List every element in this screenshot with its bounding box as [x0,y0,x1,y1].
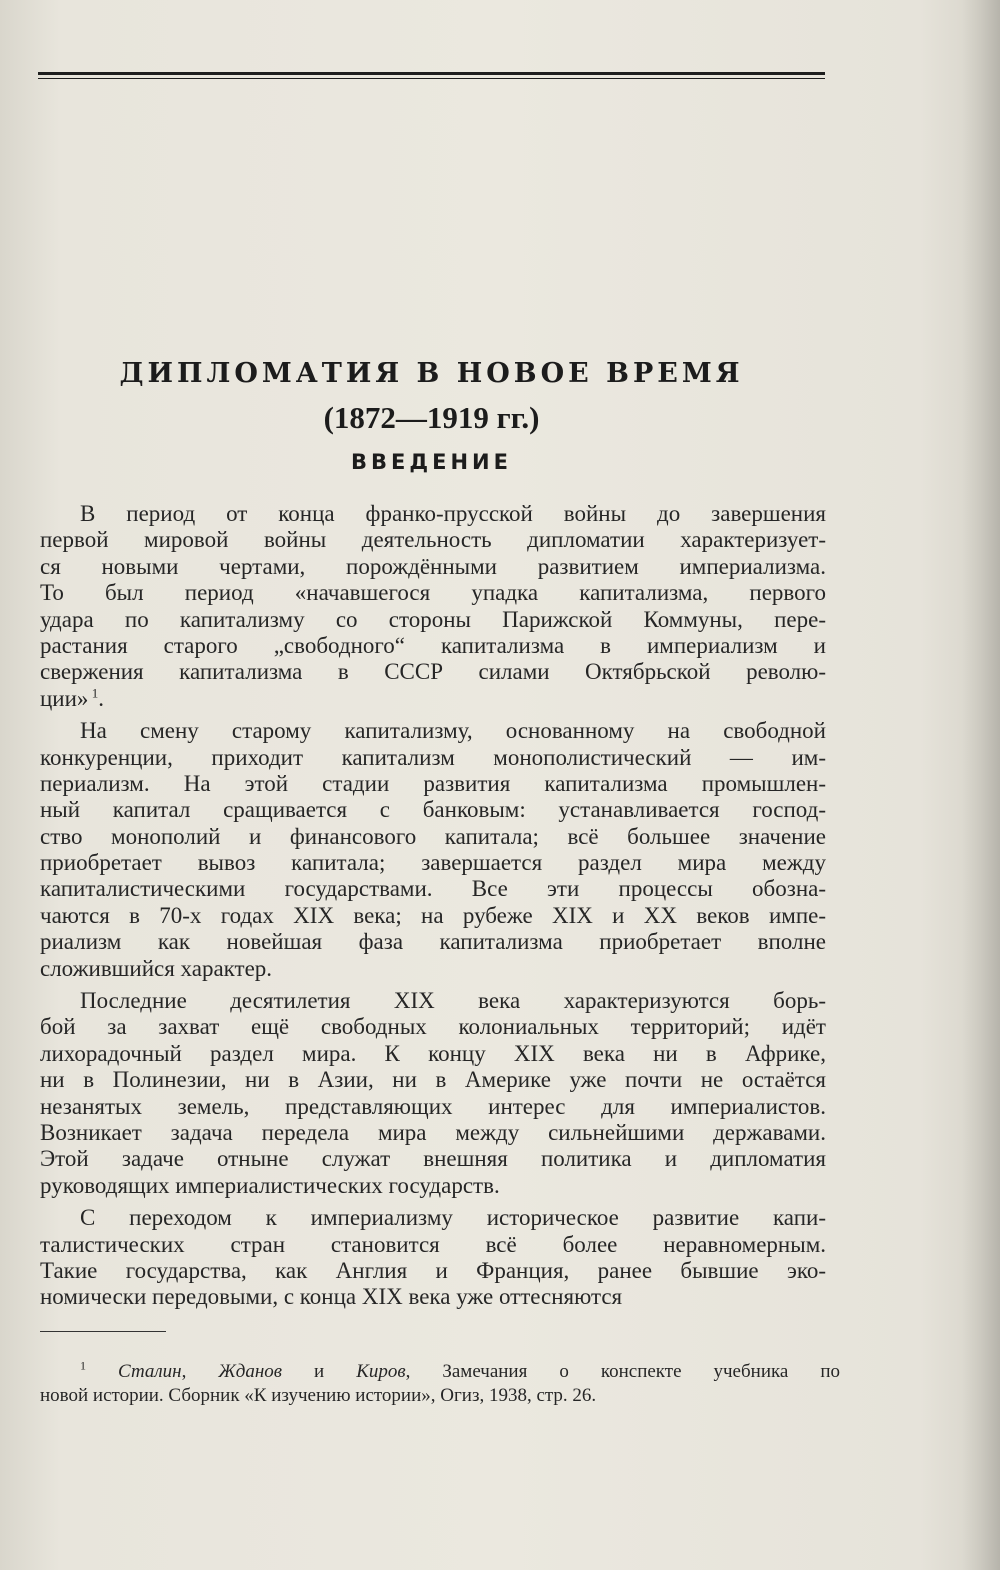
text-line: первой мировой войны деятельность дипломатии характеризует- [40,527,826,553]
header-rule [38,72,825,79]
text-line: талистических стран становится всё более неравномерным. [40,1231,826,1257]
text-line: На смену старому капитализму, основанному на свободной [80,718,826,744]
text-line: ся новыми чертами, порождёнными развитием империализма. [40,553,826,579]
footnote-author: Жданов [218,1361,283,1382]
text-line: незанятых земель, представляющих интерес для империалистов. [40,1093,826,1119]
footnote [40,1360,840,1408]
footnote-line [40,1360,840,1384]
text-line: свержения капитализма в СССР силами Октябрьской револю- [40,659,826,685]
chapter-title: ДИПЛОМАТИЯ В НОВОЕ ВРЕМЯ [119,358,744,389]
text-line: Последние десятилетия XIX века характеризуются борь- [80,988,826,1014]
text-line: капиталистическими государствами. Все эти процессы обозна- [40,876,826,902]
chapter-years: (1872—1919 гг.) [323,400,540,435]
footnote-author: Киров [356,1361,406,1382]
section-title: ВВЕДЕНИЕ [351,450,512,474]
footnote-line: новой истории. Сборник «К изучению истории», Огиз, 1938, стр. 26. [40,1385,597,1406]
footnote-author: Сталин [118,1361,182,1382]
text-line: чаются в 70-х годах XIX века; на рубеже XIX и XX веков импе- [40,902,826,928]
footnote-authors: Сталин, Жданов и Киров, [118,1361,443,1382]
text-line: растания старого „свободного“ капитализма в империализм и [40,632,826,658]
text-line: конкуренции, приходит капитализм монополистический — им- [40,744,826,770]
text-line: Такие государства, как Англия и Франция, ранее бывшие эко- [40,1257,826,1283]
footnote-rule [40,1331,166,1332]
text-line: ный капитал сращивается с банковым: устанавливается господ- [40,797,826,823]
text-line: То был период «начавшегося упадка капитализма, первого [40,580,826,606]
page-gutter-shadow [962,0,1000,1570]
text-line: ни в Полинезии, ни в Азии, ни в Америке уже почти не остаётся [40,1067,826,1093]
paragraph [40,1205,826,1311]
text-line: С переходом к империализму историческое развитие капи- [80,1205,826,1231]
body-text [40,501,826,1317]
text-line: периализм. На этой стадии развития капитализма промышлен- [40,770,826,796]
text-line: лихорадочный раздел мира. К концу XIX века ни в Африке, [40,1040,826,1066]
text-line: приобретает вывоз капитала; завершается раздел мира между [40,850,826,876]
text-line: риализм как новейшая фаза капитализма приобретает вполне [40,929,826,955]
text-line: номически передовыми, с конца XIX века уже оттесняются [40,1284,623,1310]
text-line: ции» $^1$. [40,685,104,711]
paragraph [40,718,826,982]
text-line: Этой задаче отныне служат внешняя политика и дипломатия [40,1146,826,1172]
paragraph [40,988,826,1199]
text-line: бой за захват ещё свободных колониальных территорий; идёт [40,1014,826,1040]
text-line: Возникает задача передела мира между сильнейшими державами. [40,1119,826,1145]
text-line: удара по капитализму со стороны Парижской Коммуны, пере- [40,606,826,632]
footnote-mark: 1 [80,1358,86,1373]
text-line: В период от конца франко-прусской войны до завершения [80,501,826,526]
footnote-text: Замечания о конспекте учебника по [442,1361,841,1382]
text-line: сложившийся характер. [40,955,273,981]
text-line: ство монополий и финансового капитала; всё большее значение [40,823,826,849]
paragraph [40,501,826,712]
footnote-reference: 1 [88,685,99,701]
text-line: руководящих империалистических государств. [40,1172,500,1198]
